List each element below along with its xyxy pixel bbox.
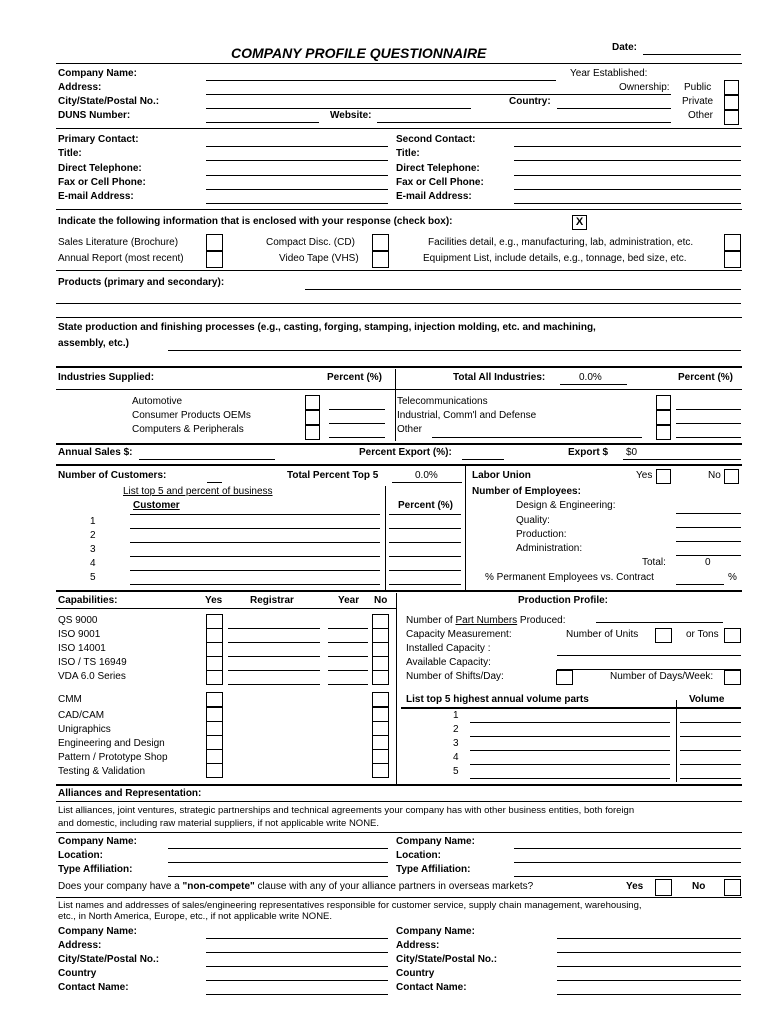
reps-desc-line1: List names and addresses of sales/engineering representatives responsible for customer service, supply chain management, warehousing, — [58, 900, 642, 911]
capabilities-header-rule — [56, 608, 396, 609]
registrar-field[interactable] — [228, 656, 320, 657]
customers-divider-left — [385, 486, 386, 590]
website-field[interactable] — [377, 122, 671, 123]
second-email-label: E-mail Address: — [396, 191, 472, 202]
primary-fax-field[interactable] — [206, 189, 388, 190]
volume-header: Volume — [689, 694, 725, 705]
vhs-checkbox[interactable] — [372, 251, 389, 268]
tool-no-checkbox[interactable] — [372, 692, 389, 707]
tool-yes-checkbox[interactable] — [206, 692, 223, 707]
rep-address-field[interactable] — [206, 952, 388, 953]
rep2-city-label: City/State/Postal No.: — [396, 954, 498, 965]
tool-item: Testing & Validation — [58, 766, 146, 777]
noncompete-no-checkbox[interactable] — [724, 879, 741, 896]
shifts-field[interactable] — [556, 670, 573, 685]
section-rule-thick — [56, 443, 742, 445]
part-row-number: 3 — [453, 738, 459, 749]
volume-field[interactable] — [680, 750, 741, 751]
annual-sales-label: Annual Sales $: — [58, 447, 133, 458]
alliance2-type-field[interactable] — [514, 876, 741, 877]
computers-percent-field[interactable] — [329, 437, 385, 438]
customer-field[interactable] — [130, 584, 380, 585]
industries-total-label: Total All Industries: — [453, 372, 546, 383]
primary-email-field[interactable] — [206, 203, 388, 204]
consumer-checkbox[interactable] — [305, 410, 320, 425]
cert-item: ISO 14001 — [58, 643, 106, 654]
rep2-company-label: Company Name: — [396, 926, 475, 937]
tool-no-checkbox[interactable] — [372, 763, 389, 778]
days-label: Number of Days/Week: — [610, 671, 714, 682]
registrar-field[interactable] — [228, 642, 320, 643]
part-field[interactable] — [470, 778, 670, 779]
duns-label: DUNS Number: — [58, 110, 131, 121]
customers-divider-right — [465, 466, 466, 590]
tool-item: Pattern / Prototype Shop — [58, 752, 168, 763]
processes-label-line2: assembly, etc.) — [58, 338, 129, 349]
primary-title-label: Title: — [58, 148, 82, 159]
alliance2-location-label: Location: — [396, 850, 441, 861]
enclosed-example-checkbox[interactable]: X — [572, 215, 587, 230]
permanent-employees-field[interactable] — [676, 584, 724, 585]
cap-registrar-header: Registrar — [250, 595, 294, 606]
products-field-2[interactable] — [56, 303, 741, 304]
days-field[interactable] — [724, 670, 741, 685]
section-rule — [56, 832, 742, 833]
address-label: Address: — [58, 82, 102, 93]
part-row-number: 5 — [453, 766, 459, 777]
cert-year-field[interactable] — [328, 628, 368, 629]
second-email-field[interactable] — [514, 203, 741, 204]
sales-literature-label: Sales Literature (Brochure) — [58, 237, 179, 248]
volume-divider — [676, 700, 677, 782]
second-title-label: Title: — [396, 148, 420, 159]
processes-field[interactable] — [168, 350, 741, 351]
noncompete-question — [58, 881, 533, 893]
noncompete-bold: "non-compete" — [182, 881, 255, 892]
capabilities-divider — [396, 593, 397, 784]
tool-item: CAD/CAM — [58, 710, 105, 721]
available-capacity-field[interactable] — [557, 669, 741, 670]
primary-fax-label: Fax or Cell Phone: — [58, 177, 146, 188]
part-field[interactable] — [470, 736, 670, 737]
employees-total-label: Total: — [642, 557, 666, 568]
rep2-address-field[interactable] — [557, 952, 741, 953]
second-fax-label: Fax or Cell Phone: — [396, 177, 484, 188]
customer-percent-field[interactable] — [389, 528, 461, 529]
customer-field[interactable] — [130, 556, 380, 557]
tons-checkbox[interactable] — [724, 628, 741, 643]
section-rule — [56, 389, 742, 390]
customer-row-number: 2 — [90, 530, 96, 541]
permanent-pct-label: % — [728, 572, 737, 583]
enclosed-header: Indicate the following information that is enclosed with your response (check box): — [58, 216, 453, 227]
part-field[interactable] — [470, 764, 670, 765]
customer-percent-field[interactable] — [389, 542, 461, 543]
volume-field[interactable] — [680, 722, 741, 723]
industries-total-value: 0.0% — [579, 372, 602, 383]
quality-field[interactable] — [676, 527, 741, 528]
alliances-label: Alliances and Representation: — [58, 788, 202, 799]
private-checkbox[interactable] — [724, 95, 739, 110]
administration-label: Administration: — [516, 543, 583, 554]
annual-report-label: Annual Report (most recent) — [58, 253, 184, 264]
alliance2-type-label: Type Affiliation: — [396, 864, 471, 875]
rep-city-field[interactable] — [206, 966, 388, 967]
rep-contact-label: Contact Name: — [58, 982, 129, 993]
percent-export-field[interactable] — [462, 459, 504, 460]
number-customers-label: Number of Customers: — [58, 470, 167, 481]
country-label: Country: — [509, 96, 551, 107]
tons-label: or Tons — [686, 629, 719, 640]
telecom-percent-field[interactable] — [676, 409, 741, 410]
tool-item: Unigraphics — [58, 724, 111, 735]
facilities-label: Facilities detail, e.g., manufacturing, lab, administration, etc. — [428, 237, 694, 248]
products-label: Products (primary and secondary): — [58, 277, 225, 288]
customer-col-header: Customer — [133, 500, 180, 511]
primary-title-field[interactable] — [206, 160, 388, 161]
volume-field[interactable] — [680, 778, 741, 779]
processes-label-line1: State production and finishing processes (e.g., casting, forging, stamping, injection molding, etc. and machining, — [58, 322, 596, 333]
noncompete-prefix: Does your company have a — [58, 881, 183, 892]
automotive-percent-field[interactable] — [329, 409, 385, 410]
company-name-field[interactable] — [206, 80, 556, 81]
export-label: Export $ — [568, 447, 609, 458]
section-rule-thick — [56, 784, 742, 786]
section-rule — [56, 897, 742, 898]
cert-year-field[interactable] — [328, 684, 368, 685]
alliances-desc-line2: and domestic, including raw material suppliers, if not applicable write NONE. — [58, 818, 380, 829]
facilities-checkbox[interactable] — [724, 234, 741, 251]
section-rule-thick — [56, 366, 742, 368]
noncompete-no-label: No — [692, 881, 706, 892]
customer-field[interactable] — [130, 514, 380, 515]
alliance2-company-label: Company Name: — [396, 836, 475, 847]
customer-percent-field[interactable] — [389, 584, 461, 585]
rep2-city-field[interactable] — [557, 966, 741, 967]
total-top5-underline — [392, 482, 462, 483]
rep2-contact-label: Contact Name: — [396, 982, 467, 993]
tool-yes-checkbox[interactable] — [206, 707, 223, 722]
customer-field[interactable] — [130, 542, 380, 543]
cert-yes-checkbox[interactable] — [206, 670, 223, 685]
cert-year-field[interactable] — [328, 656, 368, 657]
noncompete-suffix: clause with any of your alliance partners in overseas markets? — [254, 881, 534, 892]
annual-sales-field[interactable] — [139, 459, 275, 460]
other-industry-checkbox[interactable] — [656, 425, 671, 440]
city-label: City/State/Postal No.: — [58, 96, 160, 107]
customer-field[interactable] — [130, 570, 380, 571]
rep-company-field[interactable] — [206, 938, 388, 939]
customer-row-number: 5 — [90, 572, 96, 583]
products-field-1[interactable] — [305, 289, 741, 290]
duns-field[interactable] — [206, 122, 319, 123]
employees-label: Number of Employees: — [472, 486, 581, 497]
alliance-company-field[interactable] — [168, 848, 388, 849]
year-established-label: Year Established: — [570, 68, 648, 79]
industries-divider — [395, 369, 396, 441]
cert-item: VDA 6.0 Series — [58, 671, 126, 682]
public-checkbox[interactable] — [724, 80, 739, 95]
alliance-location-label: Location: — [58, 850, 103, 861]
rep2-contact-field[interactable] — [557, 994, 741, 995]
cd-label: Compact Disc. (CD) — [266, 237, 355, 248]
ownership-label: Ownership: — [619, 82, 670, 93]
rep2-country-label: Country — [396, 968, 435, 979]
export-value: $0 — [626, 447, 638, 458]
customer-row-number: 1 — [90, 516, 96, 527]
registrar-field[interactable] — [228, 628, 320, 629]
industries-percent-header-2: Percent (%) — [678, 372, 734, 383]
tool-item: CMM — [58, 694, 82, 705]
rep-city-label: City/State/Postal No.: — [58, 954, 160, 965]
equipment-checkbox[interactable] — [724, 251, 741, 268]
alliances-desc-line1: List alliances, joint ventures, strategic partnerships and technical agreements your company has with other business entities, both foreign — [58, 805, 635, 816]
quality-label: Quality: — [516, 515, 550, 526]
rep-country-field[interactable] — [206, 980, 388, 981]
volume-field[interactable] — [680, 764, 741, 765]
labor-yes-label: Yes — [636, 470, 653, 481]
installed-capacity-field[interactable] — [557, 655, 741, 656]
labor-no-label: No — [708, 470, 721, 481]
section-rule — [56, 128, 742, 129]
company-name-label: Company Name: — [58, 68, 137, 79]
labor-no-checkbox[interactable] — [724, 469, 739, 484]
industry-computers: Computers & Peripherals — [132, 424, 244, 435]
customer-percent-field[interactable] — [389, 570, 461, 571]
sales-literature-checkbox[interactable] — [206, 234, 223, 251]
industry-consumer: Consumer Products OEMs — [132, 410, 251, 421]
rep-address-label: Address: — [58, 940, 102, 951]
other-checkbox[interactable] — [724, 110, 739, 125]
second-contact-field[interactable] — [514, 146, 741, 147]
primary-tel-field[interactable] — [206, 175, 388, 176]
rep2-company-field[interactable] — [557, 938, 741, 939]
cert-yes-checkbox[interactable] — [206, 656, 223, 671]
labor-yes-checkbox[interactable] — [656, 469, 671, 484]
parts-header-rule — [401, 707, 741, 709]
industries-total-underline — [560, 384, 627, 385]
cert-item: QS 9000 — [58, 615, 98, 626]
customer-row-number: 4 — [90, 558, 96, 569]
second-tel-label: Direct Telephone: — [396, 163, 480, 174]
ownership-public-label: Public — [684, 82, 712, 93]
cert-no-checkbox[interactable] — [372, 670, 389, 685]
section-rule — [56, 209, 742, 210]
capacity-measurement-label: Capacity Measurement: — [406, 629, 512, 640]
tool-yes-checkbox[interactable] — [206, 749, 223, 764]
cert-no-checkbox[interactable] — [372, 628, 389, 643]
registrar-field[interactable] — [228, 670, 320, 671]
tool-no-checkbox[interactable] — [372, 735, 389, 750]
reps-desc-line2: etc., in North America, Europe, etc., if not applicable write NONE. — [58, 911, 333, 922]
date-field[interactable] — [643, 54, 741, 55]
noncompete-yes-checkbox[interactable] — [655, 879, 672, 896]
part-numbers-suffix: Produced: — [517, 615, 566, 626]
tool-yes-checkbox[interactable] — [206, 721, 223, 736]
labor-union-label: Labor Union — [472, 470, 531, 481]
customer-percent-field[interactable] — [389, 514, 461, 515]
rep-contact-field[interactable] — [206, 994, 388, 995]
part-numbers-link: Part Numbers — [455, 615, 518, 626]
part-row-number: 2 — [453, 724, 459, 735]
production-profile-header: Production Profile: — [518, 595, 608, 606]
industrial-percent-field[interactable] — [676, 423, 741, 424]
primary-email-label: E-mail Address: — [58, 191, 134, 202]
design-eng-label: Design & Engineering: — [516, 500, 616, 511]
part-numbers-prefix: Number of — [406, 615, 456, 626]
section-rule — [56, 270, 742, 271]
part-field[interactable] — [470, 750, 670, 751]
rep2-address-label: Address: — [396, 940, 440, 951]
part-field[interactable] — [470, 722, 670, 723]
part-row-number: 1 — [453, 710, 459, 721]
alliance-company-label: Company Name: — [58, 836, 137, 847]
cert-item: ISO / TS 16949 — [58, 657, 127, 668]
industry-automotive: Automotive — [132, 396, 183, 407]
rep-country-label: Country — [58, 968, 97, 979]
installed-capacity-label: Installed Capacity : — [406, 643, 491, 654]
cert-no-checkbox[interactable] — [372, 656, 389, 671]
noncompete-yes-label: Yes — [626, 881, 644, 892]
ownership-private-label: Private — [682, 96, 714, 107]
ownership-other-label: Other — [688, 110, 714, 121]
industrial-checkbox[interactable] — [656, 410, 671, 425]
industry-telecom: Telecommunications — [397, 396, 488, 407]
second-contact-label: Second Contact: — [396, 134, 476, 145]
cert-year-field[interactable] — [328, 670, 368, 671]
cap-year-header: Year — [338, 595, 360, 606]
automotive-checkbox[interactable] — [305, 395, 320, 410]
part-numbers-label — [406, 615, 566, 627]
alliance-location-field[interactable] — [168, 862, 388, 863]
customer-percent-header: Percent (%) — [398, 500, 454, 511]
part-numbers-field[interactable] — [596, 622, 723, 623]
production-field[interactable] — [676, 541, 741, 542]
tool-no-checkbox[interactable] — [372, 721, 389, 736]
alliance-type-field[interactable] — [168, 876, 388, 877]
cap-no-header: No — [374, 595, 388, 606]
date-label: Date: — [612, 42, 638, 53]
computers-checkbox[interactable] — [305, 425, 320, 440]
cap-yes-header: Yes — [205, 595, 223, 606]
annual-report-checkbox[interactable] — [206, 251, 223, 268]
design-eng-field[interactable] — [676, 513, 741, 514]
second-title-field[interactable] — [514, 160, 741, 161]
total-top5-value: 0.0% — [415, 470, 438, 481]
production-label: Production: — [516, 529, 567, 540]
cd-checkbox[interactable] — [372, 234, 389, 251]
address-field[interactable] — [206, 94, 671, 95]
country-field[interactable] — [557, 108, 671, 109]
vhs-label: Video Tape (VHS) — [279, 253, 359, 264]
primary-contact-field[interactable] — [206, 146, 388, 147]
units-label: Number of Units — [566, 629, 639, 640]
tool-no-checkbox[interactable] — [372, 707, 389, 722]
cert-no-checkbox[interactable] — [372, 642, 389, 657]
page-title: COMPANY PROFILE QUESTIONNAIRE — [231, 45, 487, 61]
industries-label: Industries Supplied: — [58, 372, 155, 383]
part-row-number: 4 — [453, 752, 459, 763]
tool-item: Engineering and Design — [58, 738, 165, 749]
administration-field[interactable] — [676, 555, 741, 556]
units-checkbox[interactable] — [655, 628, 672, 643]
industries-percent-header: Percent (%) — [327, 372, 383, 383]
export-field[interactable] — [623, 459, 741, 460]
second-fax-field[interactable] — [514, 189, 741, 190]
cert-yes-checkbox[interactable] — [206, 614, 223, 629]
rep-company-label: Company Name: — [58, 926, 137, 937]
shifts-label: Number of Shifts/Day: — [406, 671, 504, 682]
volume-field[interactable] — [680, 736, 741, 737]
available-capacity-label: Available Capacity: — [406, 657, 491, 668]
section-rule-thick — [56, 464, 742, 466]
primary-contact-label: Primary Contact: — [58, 134, 139, 145]
equipment-label: Equipment List, include details, e.g., tonnage, bed size, etc. — [423, 253, 687, 264]
industry-industrial: Industrial, Comm'l and Defense — [397, 410, 537, 421]
cert-yes-checkbox[interactable] — [206, 628, 223, 643]
tool-no-checkbox[interactable] — [372, 749, 389, 764]
alliance2-location-field[interactable] — [514, 862, 741, 863]
tool-yes-checkbox[interactable] — [206, 763, 223, 778]
other-percent-field[interactable] — [676, 437, 741, 438]
customer-percent-field[interactable] — [389, 556, 461, 557]
primary-tel-label: Direct Telephone: — [58, 163, 142, 174]
industry-other-field[interactable] — [432, 437, 642, 438]
rep2-country-field[interactable] — [557, 980, 741, 981]
alliance2-company-field[interactable] — [514, 848, 741, 849]
cert-item: ISO 9001 — [58, 629, 101, 640]
customer-row-number: 3 — [90, 544, 96, 555]
website-label: Website: — [330, 110, 372, 121]
permanent-employees-label: % Permanent Employees vs. Contract — [485, 572, 654, 583]
consumer-percent-field[interactable] — [329, 423, 385, 424]
section-rule-thick — [56, 590, 742, 592]
total-top5-label: Total Percent Top 5 — [287, 470, 379, 481]
tool-yes-checkbox[interactable] — [206, 735, 223, 750]
section-rule — [56, 801, 742, 802]
cert-no-checkbox[interactable] — [372, 614, 389, 629]
telecom-checkbox[interactable] — [656, 395, 671, 410]
industry-other: Other — [397, 424, 423, 435]
capabilities-label: Capabilities: — [58, 595, 118, 606]
employees-total-value: 0 — [705, 557, 711, 568]
section-rule — [56, 317, 742, 318]
second-tel-field[interactable] — [514, 175, 741, 176]
customer-field[interactable] — [130, 528, 380, 529]
alliance-type-label: Type Affiliation: — [58, 864, 133, 875]
cert-yes-checkbox[interactable] — [206, 642, 223, 657]
cert-year-field[interactable] — [328, 642, 368, 643]
list-top5-label: List top 5 and percent of business — [123, 486, 273, 497]
percent-export-label: Percent Export (%): — [359, 447, 452, 458]
city-field[interactable] — [206, 108, 471, 109]
registrar-field[interactable] — [228, 684, 320, 685]
header-rule — [56, 63, 742, 64]
top5-parts-header: List top 5 highest annual volume parts — [406, 694, 589, 705]
number-customers-field[interactable] — [207, 482, 222, 483]
